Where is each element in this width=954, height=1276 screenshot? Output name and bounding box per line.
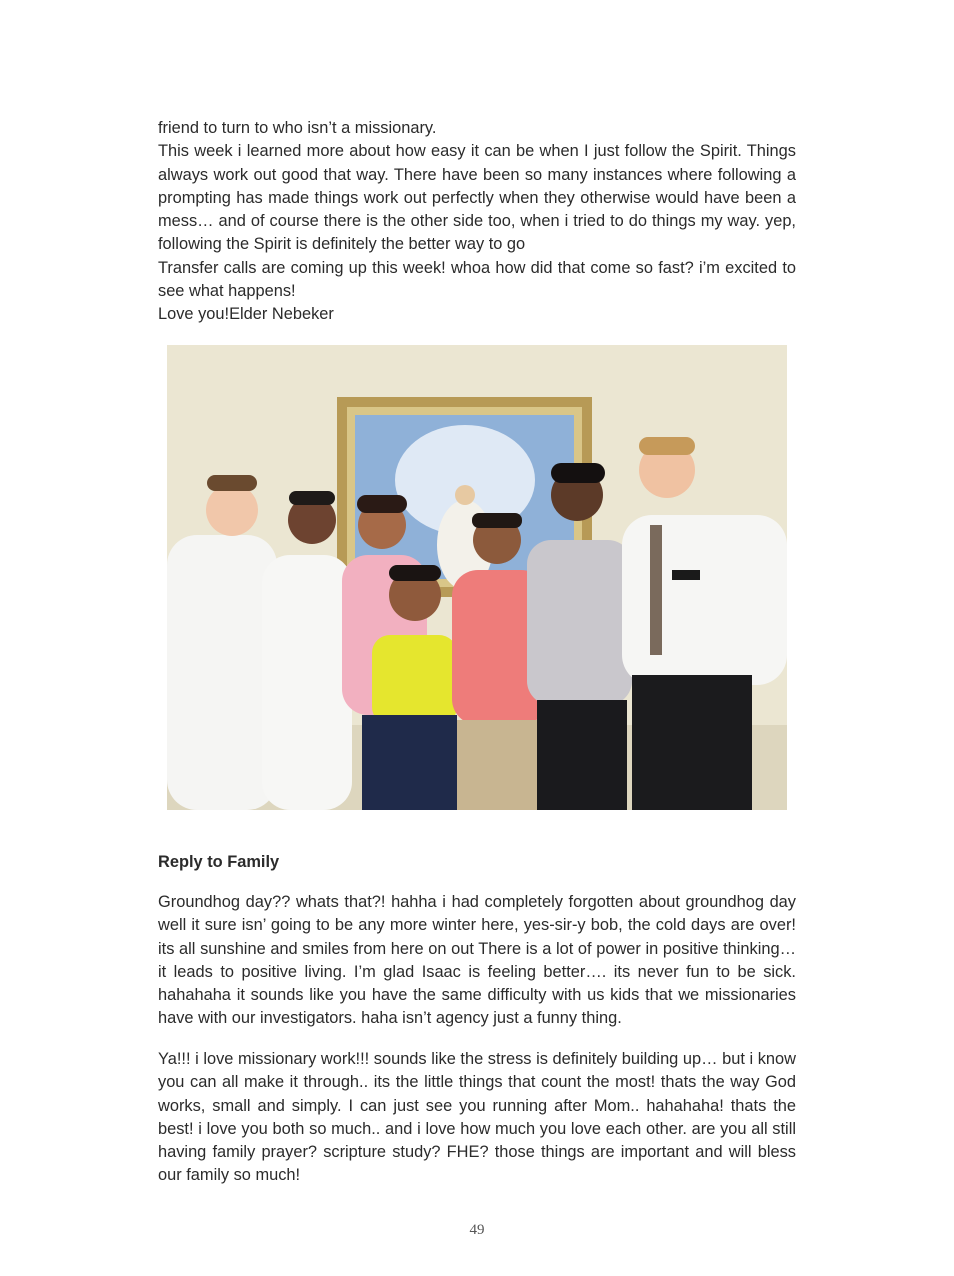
body-text-top: [158, 117, 796, 327]
section-heading: Reply to Family: [158, 853, 280, 871]
signature-line: Love you!Elder Nebeker: [158, 305, 334, 324]
body-paragraph-2: [158, 1048, 796, 1188]
page-number: 49: [469, 1222, 485, 1238]
paragraph: Groundhog day?? whats that?! hahha i had completely forgotten about groundhog day well it sure isn’ going to be any more winter here, yes-sir-y bob, the cold days are over! its all sunshine and smiles from here on out There is a lot of power in positive thinking…it leads to positive living. I’m glad Isaac is feeling better…. its never fun to be sick. hahahaha it sounds like you have the same difficulty with us kids that we missionaries have with our investigators. haha isn’t agency just a funny thing.: [158, 893, 796, 1028]
group-photo-icon: [167, 345, 787, 810]
group-photo: [167, 345, 787, 810]
paragraph: friend to turn to who isn’t a missionary.: [158, 119, 437, 137]
body-paragraph-1: [158, 891, 796, 1031]
paragraph: Transfer calls are coming up this week! whoa how did that come so fast? i’m excited to see what happens!: [158, 258, 796, 301]
paragraph: This week i learned more about how easy it can be when I just follow the Spirit. Things always work out good that way. There have been so many instances where following a prompting has made things work out perfectly when they otherwise would have been a mess… and of course there is the other side too, when i tried to do things my way. yep, following the Spirit is definitely the better way to go: [158, 142, 796, 254]
paragraph: Ya!!! i love missionary work!!! sounds like the stress is definitely building up… but i know you can all make it through.. its the little things that count the most! thats the way God works, small and simply. I can just see you running after Mom.. hahahaha! thats the best! i love you both so much.. and i love how much you love each other. are you all still having family prayer? scripture study? FHE? those things are important and will bless our family so much!: [158, 1050, 796, 1185]
